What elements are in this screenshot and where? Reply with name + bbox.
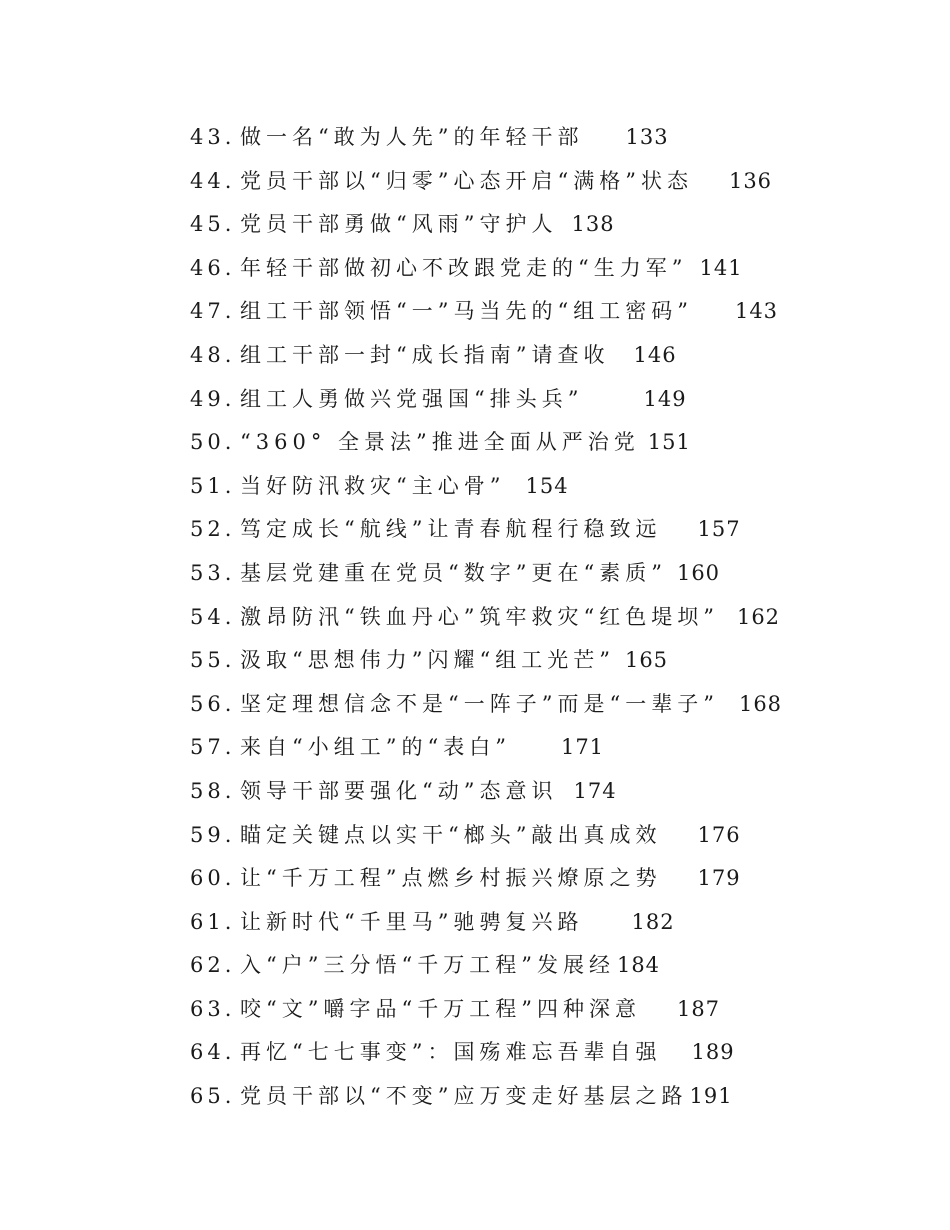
toc-entry-title: 再忆“七七事变”：国殇难忘吾辈自强 xyxy=(240,1040,662,1065)
toc-entry-number: 60. xyxy=(190,866,236,891)
toc-entry xyxy=(190,726,910,770)
toc-entry-number: 64. xyxy=(190,1040,236,1065)
toc-entry-page: 189 xyxy=(691,1040,735,1065)
toc-entry-page: 146 xyxy=(633,342,677,367)
toc-entry-title: 坚定理想信念不是“一阵子”而是“一辈子” xyxy=(240,691,719,716)
toc-entry-page: 165 xyxy=(624,648,669,673)
toc-entry-title: 笃定成长“航线”让青春航程行稳致远 xyxy=(240,517,662,542)
toc-entry-title: 组工干部领悟“一”马当先的“组工密码” xyxy=(240,299,693,324)
toc-entry xyxy=(190,814,910,858)
toc-entry-number: 44. xyxy=(190,168,236,193)
toc-entry-title: 年轻干部做初心不改跟党走的“生力军” xyxy=(240,255,688,280)
toc-entry-page: 187 xyxy=(676,996,721,1021)
toc-entry-number: 50. xyxy=(190,430,236,455)
toc-entry xyxy=(190,1075,910,1119)
toc-entry-title: 让新时代“千里马”驰骋复兴路 xyxy=(240,909,584,934)
toc-entry-number: 48. xyxy=(190,342,236,367)
toc-entry xyxy=(190,116,910,160)
toc-entry xyxy=(190,944,910,988)
toc-entry-number: 58. xyxy=(190,778,236,803)
toc-entry xyxy=(190,770,910,814)
table-of-contents xyxy=(190,116,910,1119)
toc-entry-number: 52. xyxy=(190,517,236,542)
toc-entry-title: 基层党建重在党员“数字”更在“素质” xyxy=(240,560,667,585)
toc-entry-title: 领导干部要强化“动”态意识 xyxy=(240,778,558,803)
toc-entry-number: 63. xyxy=(190,996,236,1021)
toc-entry-page: 149 xyxy=(643,386,687,411)
toc-entry xyxy=(190,334,910,378)
toc-entry-title: 组工干部一封“成长指南”请查收 xyxy=(240,342,610,367)
toc-entry-number: 61. xyxy=(190,909,236,934)
toc-entry xyxy=(190,639,910,683)
toc-entry-number: 46. xyxy=(190,255,236,280)
toc-entry-number: 47. xyxy=(190,299,236,324)
toc-entry-page: 162 xyxy=(736,604,781,629)
toc-entry-title: 瞄定关键点以实干“榔头”敲出真成效 xyxy=(240,822,662,847)
toc-entry-title: 做一名“敢为人先”的年轻干部 xyxy=(240,125,584,149)
toc-entry-number: 53. xyxy=(190,560,236,585)
toc-entry-number: 51. xyxy=(190,473,236,498)
toc-entry-title: 来自“小组工”的“表白” xyxy=(240,735,511,760)
toc-entry-page: 182 xyxy=(631,909,675,934)
toc-entry-title: 汲取“思想伟力”闪耀“组工光芒” xyxy=(240,648,615,673)
toc-entry-page: 191 xyxy=(689,1084,733,1109)
toc-entry xyxy=(190,508,910,552)
toc-entry xyxy=(190,378,910,422)
toc-entry-page: 143 xyxy=(734,299,779,324)
toc-entry-page: 157 xyxy=(697,517,741,542)
toc-entry-title: 当好防汛救灾“主心骨” xyxy=(240,473,506,498)
toc-entry-title: “360° 全景法”推进全面从严治党 xyxy=(240,430,640,455)
toc-entry-page: 136 xyxy=(728,168,773,193)
toc-entry-title: 组工人勇做兴党强国“排头兵” xyxy=(240,386,584,411)
toc-entry xyxy=(190,1031,910,1075)
toc-entry xyxy=(190,857,910,901)
toc-entry xyxy=(190,290,910,334)
toc-entry-page: 154 xyxy=(525,473,569,498)
toc-entry-number: 62. xyxy=(190,953,236,978)
toc-entry-page: 160 xyxy=(676,560,721,585)
toc-entry xyxy=(190,552,910,596)
toc-entry-number: 55. xyxy=(190,648,236,673)
toc-entry xyxy=(190,596,910,640)
toc-entry-title: 让“千万工程”点燃乡村振兴燎原之势 xyxy=(240,866,662,891)
toc-entry-number: 57. xyxy=(190,735,236,760)
toc-entry-title: 党员干部勇做“风雨”守护人 xyxy=(240,212,558,237)
toc-entry xyxy=(190,421,910,465)
toc-entry-page: 171 xyxy=(560,735,605,760)
toc-entry-page: 151 xyxy=(647,430,691,455)
toc-entry xyxy=(190,247,910,291)
toc-entry-page: 179 xyxy=(697,866,741,891)
toc-entry-number: 56. xyxy=(190,691,236,716)
toc-entry-page: 138 xyxy=(571,212,615,237)
toc-entry-page: 184 xyxy=(616,953,661,978)
toc-entry-number: 45. xyxy=(190,212,236,237)
toc-entry xyxy=(190,901,910,945)
toc-entry-number: 65. xyxy=(190,1084,236,1109)
toc-entry xyxy=(190,465,910,509)
toc-entry-page: 141 xyxy=(699,255,743,280)
toc-entry-title: 激昂防汛“铁血丹心”筑牢救灾“红色堤坝” xyxy=(240,604,719,629)
toc-entry-page: 176 xyxy=(697,822,741,847)
toc-entry-title: 党员干部以“归零”心态开启“满格”状态 xyxy=(240,168,693,193)
toc-entry-page: 174 xyxy=(573,778,617,803)
toc-entry-page: 133 xyxy=(625,125,669,149)
toc-entry-title: 党员干部以“不变”应万变走好基层之路 xyxy=(240,1084,688,1109)
toc-entry-title: 入“户”三分悟“千万工程”发展经 xyxy=(240,953,615,978)
toc-entry-number: 43. xyxy=(190,125,236,149)
toc-entry-number: 49. xyxy=(190,386,236,411)
toc-entry xyxy=(190,160,910,204)
toc-entry-page: 168 xyxy=(738,691,783,716)
toc-entry-number: 59. xyxy=(190,822,236,847)
toc-entry xyxy=(190,683,910,727)
toc-entry xyxy=(190,988,910,1032)
toc-entry xyxy=(190,203,910,247)
toc-entry-title: 咬“文”嚼字品“千万工程”四种深意 xyxy=(240,996,641,1021)
toc-entry-number: 54. xyxy=(190,604,236,629)
